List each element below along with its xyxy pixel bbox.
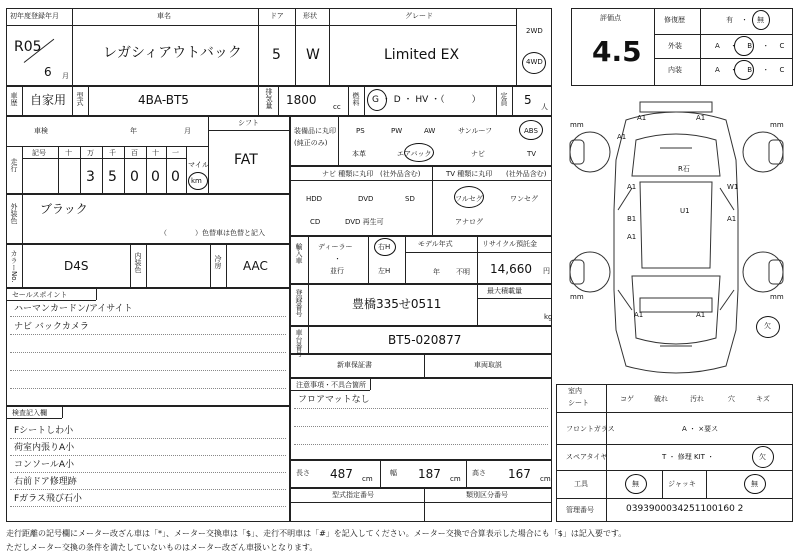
new-car-warranty: 新車保証書 — [337, 361, 372, 369]
displacement-value: 1800 — [286, 93, 317, 107]
diagram-label-a1-door-right: A1 — [727, 215, 737, 223]
notes-value: フロアマットなし — [298, 395, 370, 405]
first-reg-label: 初年度登録年月 — [10, 12, 59, 20]
width-cm: cm — [450, 475, 461, 483]
repaint-note: （ ）色替車は色替と記入 — [160, 229, 265, 237]
inspector-label: 検査記入欄 — [12, 409, 47, 417]
sales-point-1: ハーマンカードン/アイサイト — [14, 304, 133, 314]
km-label: km — [191, 177, 202, 185]
notes-label: 注意事項・不具合箇所 — [296, 381, 366, 389]
seat-dirt: 汚れ — [690, 395, 704, 403]
color-no-label: カラーNo. — [10, 250, 18, 283]
height-value: 167 — [508, 467, 531, 481]
capacity-value: 5 — [524, 93, 532, 107]
tv-label: TV 種類に丸印 — [446, 170, 493, 178]
length-label: 長さ — [296, 469, 310, 477]
inspector-note-3: コンソールA小 — [14, 460, 74, 470]
shape-value: W — [306, 47, 320, 63]
spare-missing: 欠 — [759, 453, 766, 461]
class-number-label: 類別区分番号 — [466, 491, 508, 499]
spare-tire-label: スペアタイヤ — [566, 453, 608, 461]
inspector-note-2: 荷室内張りA小 — [14, 443, 75, 453]
equip-aw: AW — [424, 127, 436, 135]
equip-airbag: エアバック — [397, 150, 432, 158]
tools-label: 工具 — [574, 480, 588, 488]
diagram-label-a1-rear-left: A1 — [627, 233, 637, 241]
fuel-options: G ・ D ・ HV ・（ ） — [372, 95, 481, 105]
digit-header-6: 一 — [172, 149, 179, 157]
repair-label: 修復歴 — [664, 16, 685, 24]
front-glass-value: A ・ ×要ス — [682, 425, 719, 433]
mile-label: マイル — [188, 161, 209, 169]
interior-label: 内装 — [668, 66, 682, 74]
shaken-month-label: 月 — [184, 127, 191, 135]
spare-tire-options: T ・ 修理 KIT ・ — [662, 453, 715, 461]
tv-note: (社外品含む) — [506, 170, 547, 178]
color-label: 外装色 — [10, 203, 18, 224]
repair-no: 無 — [757, 16, 764, 24]
tools-value: 無 — [632, 480, 639, 488]
navi-dvd: DVD — [358, 195, 374, 203]
import-dealer: ディーラー — [318, 243, 353, 251]
digit-header-2: 万 — [87, 149, 94, 157]
diagram-label-stone: R石 — [678, 165, 690, 173]
drive-2wd: 2WD — [526, 27, 543, 35]
equipment-label: 装備品に丸印 — [294, 127, 336, 135]
ac-label: 冷房 — [214, 255, 222, 269]
chassis-label: 車台番号 — [295, 329, 303, 357]
equip-navi: ナビ — [471, 150, 485, 158]
model-year-label: モデル年式 — [418, 240, 453, 248]
max-load-label: 最大積載量 — [487, 287, 522, 295]
car-name: レガシィアウトバック — [103, 45, 242, 61]
score-label: 評価点 — [600, 14, 621, 22]
shaken-label: 車検 — [34, 127, 48, 135]
diagram-label-u1: U1 — [680, 207, 690, 215]
width-value: 187 — [418, 467, 441, 481]
tv-oneseg: ワンセグ — [510, 195, 538, 203]
ac-value: AAC — [243, 259, 268, 273]
recycle-yen: 円 — [543, 267, 550, 275]
navi-dvd-play: DVD 再生可 — [345, 218, 384, 226]
odometer-digit-4: 0 — [151, 169, 160, 185]
right-hand: 右H — [378, 243, 391, 251]
equip-leather: 本革 — [352, 150, 366, 158]
diagram-label-a1-top-left: A1 — [637, 114, 647, 122]
digit-header-4: 百 — [131, 149, 138, 157]
equip-pw: PW — [391, 127, 403, 135]
digit-header-0: 記号 — [32, 149, 46, 157]
inspector-note-4: 右前ドア修理跡 — [14, 477, 77, 487]
diagram-label-a1-bottom-right: A1 — [696, 311, 706, 319]
type-designation-label: 型式指定番号 — [332, 491, 374, 499]
diagram-label-b1: B1 — [627, 215, 637, 223]
fuel-label: 燃料 — [352, 92, 360, 106]
width-label: 幅 — [390, 469, 397, 477]
mgmt-number: 0393900034251100160 2 — [626, 504, 744, 514]
first-reg-year: R05 — [14, 39, 42, 55]
height-label: 高さ — [472, 469, 486, 477]
first-reg-month: 6 — [44, 65, 52, 79]
recycle-label: リサイクル預託金 — [482, 240, 538, 248]
seat-scorch: コゲ — [620, 395, 634, 403]
length-value: 487 — [330, 467, 353, 481]
model-value: 4BA-BT5 — [138, 93, 189, 107]
import-parallel: 並行 — [330, 267, 344, 275]
chassis-value: BT5-020877 — [388, 333, 462, 347]
seat-tear: 破れ — [654, 395, 668, 403]
mm-front-right: mm — [770, 121, 784, 129]
diagram-label-a1-bottom-left: A1 — [634, 311, 644, 319]
equipment-sub-label: (純正のみ) — [294, 139, 328, 147]
equip-sunroof: サンルーフ — [458, 127, 493, 135]
drive-4wd: 4WD — [526, 58, 543, 66]
odometer-digit-2: 5 — [108, 169, 117, 185]
odometer-digit-5: 0 — [171, 169, 180, 185]
odometer-digit-1: 3 — [86, 169, 95, 185]
seat-label: 室内 — [568, 387, 582, 395]
recycle-value: 14,660 — [490, 262, 532, 276]
jack-value: 無 — [751, 480, 758, 488]
left-hand: 左H — [378, 267, 391, 275]
capacity-label: 定員 — [500, 92, 508, 106]
designation-row — [290, 488, 552, 522]
registration-label: 登録番号 — [295, 289, 303, 317]
shift-value: FAT — [234, 152, 258, 168]
odometer-digit-3: 0 — [130, 169, 139, 185]
model-year-year: 年 — [433, 268, 440, 276]
navi-note: (社外品含む) — [380, 170, 421, 178]
door-value: 5 — [272, 47, 281, 63]
door-label: ドア — [270, 12, 284, 20]
inspector-note-5: Fガラス飛び石小 — [14, 494, 82, 504]
seat-hole: 穴 — [728, 395, 735, 403]
seat-label-2: シート — [568, 399, 589, 407]
navi-sd: SD — [405, 195, 415, 203]
displacement-label: 排気量 — [265, 88, 273, 109]
vehicle-manual: 車両取説 — [474, 361, 502, 369]
diagram-label-w1: W1 — [727, 183, 739, 191]
navi-cd: CD — [310, 218, 321, 226]
mm-rear-right: mm — [770, 293, 784, 301]
diagram-missing: 欠 — [764, 322, 771, 330]
diagram-label-a1-top-right: A1 — [696, 114, 706, 122]
equip-abs: ABS — [524, 127, 538, 135]
exterior-label: 外装 — [668, 42, 682, 50]
navi-label: ナビ 種類に丸印 — [322, 170, 374, 178]
color-no-value: D4S — [64, 259, 89, 273]
tv-analog: アナログ — [455, 218, 483, 226]
height-cm: cm — [540, 475, 551, 483]
guarantee-row — [290, 354, 552, 378]
car-diagram — [560, 100, 793, 384]
seat-scratch: キズ — [756, 395, 770, 403]
shaken-year-label: 年 — [130, 127, 137, 135]
length-cm: cm — [362, 475, 373, 483]
digit-header-5: 十 — [152, 149, 159, 157]
car-name-label: 車名 — [157, 12, 171, 20]
odometer-label: 走行 — [10, 158, 18, 172]
mgmt-number-label: 管理番号 — [566, 506, 594, 514]
digit-header-1: 十 — [65, 149, 72, 157]
interior-color-label: 内装色 — [134, 252, 142, 273]
usage-value: 自家用 — [30, 93, 67, 107]
model-label: 型式 — [76, 92, 84, 106]
navi-hdd: HDD — [306, 195, 323, 203]
registration-value: 豊橋335せ0511 — [352, 297, 442, 311]
repair-dot: ・ — [741, 16, 748, 24]
cc-unit: cc — [333, 103, 341, 111]
footer-note-1: 走行距離の記号欄にメーター改ざん車は「*」、メーター交換車は「$」、走行不明車は「#」を記入してください。メーター交換で合算表示した場合にも「$」は記入要です。 — [6, 529, 627, 538]
diagram-label-a1-door-left: A1 — [627, 183, 637, 191]
digit-header-3: 千 — [109, 149, 116, 157]
import-dot: ・ — [334, 255, 341, 263]
mm-rear-left: mm — [570, 293, 584, 301]
equip-ps: PS — [356, 127, 365, 135]
color-value: ブラック — [40, 202, 88, 216]
person-unit: 人 — [541, 103, 548, 111]
score-value: 4.5 — [592, 35, 642, 68]
model-year-unknown: 不明 — [456, 268, 470, 276]
sales-points-label: セールスポイント — [12, 291, 68, 299]
shape-label: 形状 — [303, 12, 317, 20]
diagram-label-a1-fender-left: A1 — [617, 133, 627, 141]
grade-label: グレード — [405, 12, 433, 20]
interior-grades: A ・ B ・ C — [715, 66, 785, 74]
repair-yes: 有 — [726, 16, 733, 24]
shift-label: シフト — [238, 119, 259, 127]
exterior-grades: A ・ B ・ C — [715, 42, 785, 50]
grade-value: Limited EX — [384, 47, 460, 63]
jack-label: ジャッキ — [668, 480, 696, 488]
tv-fullseg: フルセグ — [455, 195, 483, 203]
mm-front-left: mm — [570, 121, 584, 129]
footer-note-2: ただしメーター交換の条件を満たしていないものはメーター改ざん車扱いとなります。 — [6, 543, 318, 552]
max-load-kg: kg — [544, 313, 553, 321]
front-glass-label: フロントガラス — [566, 425, 615, 433]
usage-label: 車歴 — [10, 92, 18, 106]
import-label: 輸入車 — [295, 243, 303, 264]
month-suffix: 月 — [62, 72, 69, 80]
equip-tv: TV — [527, 150, 537, 158]
sales-point-2: ナビ バックカメラ — [14, 322, 89, 332]
inspector-note-1: Fシートしわ小 — [14, 426, 74, 436]
